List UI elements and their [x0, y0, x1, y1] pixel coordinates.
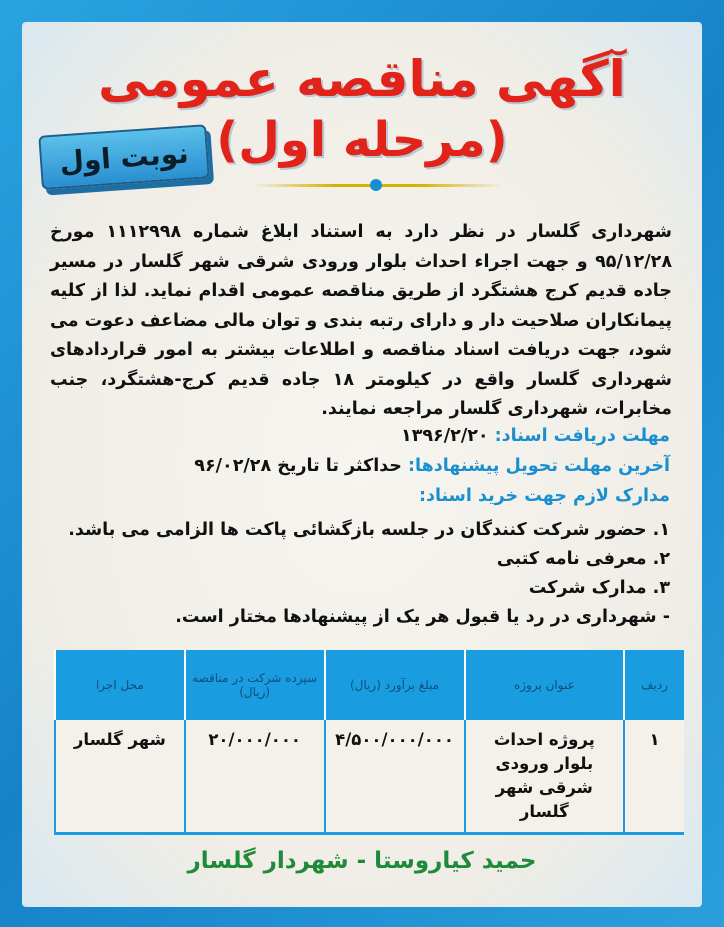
- cell-project: پروژه احداث بلوار ورودی شرقی شهر گلسار: [465, 720, 625, 834]
- required-docs-row: [419, 486, 670, 506]
- table-header-row: [55, 650, 684, 720]
- receive-deadline-value: ۱۳۹۶/۲/۲۰: [401, 426, 489, 446]
- header-project: عنوان پروژه: [465, 650, 625, 720]
- requirements-list: [70, 516, 670, 632]
- receive-deadline-row: [401, 426, 670, 446]
- header-estimate: مبلغ برآورد (ریال): [325, 650, 465, 720]
- header-deposit: سپرده شرکت در مناقصه (ریال): [185, 650, 325, 720]
- list-item: ۲. معرفی نامه کتبی: [496, 549, 670, 569]
- notice-body: شهرداری گلسار در نظر دارد به استناد ابلاغ شماره ۱۱۱۲۹۹۸ مورخ ۹۵/۱۲/۲۸ و جهت اجراء احداث بلوار ورودی شرقی شهر گلسار در مسیر جاده قدیم کرج هشتگرد از طریق مناقصه عمومی اقدام نماید. لذا از کلیه پیمانکاران صلاحیت دار و دارای رتبه بندی و توان مالی مضاعف دعوت می شود، جهت دریافت اسناد مناقصه و اطلاعات بیشتر به امور قراردادهای شهرداری گلسار واقع در کیلومتر ۱۸ جاده قدیم کرج-هشتگرد، جنب مخابرات، شهرداری گلسار مراجعه نمایند.: [50, 222, 672, 419]
- required-docs-label: مدارک لازم جهت خرید اسناد:: [418, 486, 670, 506]
- header-location: محل اجرا: [55, 650, 185, 720]
- notice-subtitle: (مرحله اول): [216, 112, 508, 168]
- notice-title: آگهی مناقصه عمومی: [98, 50, 626, 108]
- divider-dot-icon: [370, 179, 382, 191]
- cell-estimate: ۴/۵۰۰/۰۰۰/۰۰۰: [325, 720, 465, 834]
- cell-deposit: ۲۰/۰۰۰/۰۰۰: [185, 720, 325, 834]
- submission-deadline-value: حداکثر تا تاریخ ۹۶/۰۲/۲۸: [194, 456, 402, 476]
- submission-deadline-row: [194, 456, 670, 476]
- cell-row-no: ۱: [624, 720, 684, 834]
- list-item: ۱. حضور شرکت کنندگان در جلسه بازگشائی پاکت ها الزامی می باشد.: [68, 520, 670, 540]
- round-badge-label: نوبت اول: [58, 136, 190, 178]
- submission-deadline-label: آخرین مهلت تحویل پیشنهادها:: [408, 456, 670, 476]
- project-table: [54, 650, 684, 835]
- signature: حمید کیاروستا - شهردار گلسار: [187, 848, 537, 874]
- header-row-no: ردیف: [624, 650, 684, 720]
- receive-deadline-label: مهلت دریافت اسناد:: [494, 426, 670, 446]
- cell-location: شهر گلسار: [55, 720, 185, 834]
- list-item: ۳. مدارک شرکت: [528, 578, 670, 598]
- list-item: - شهرداری در رد یا قبول هر یک از پیشنهادها مختار است.: [175, 607, 670, 627]
- table-row: [55, 720, 684, 834]
